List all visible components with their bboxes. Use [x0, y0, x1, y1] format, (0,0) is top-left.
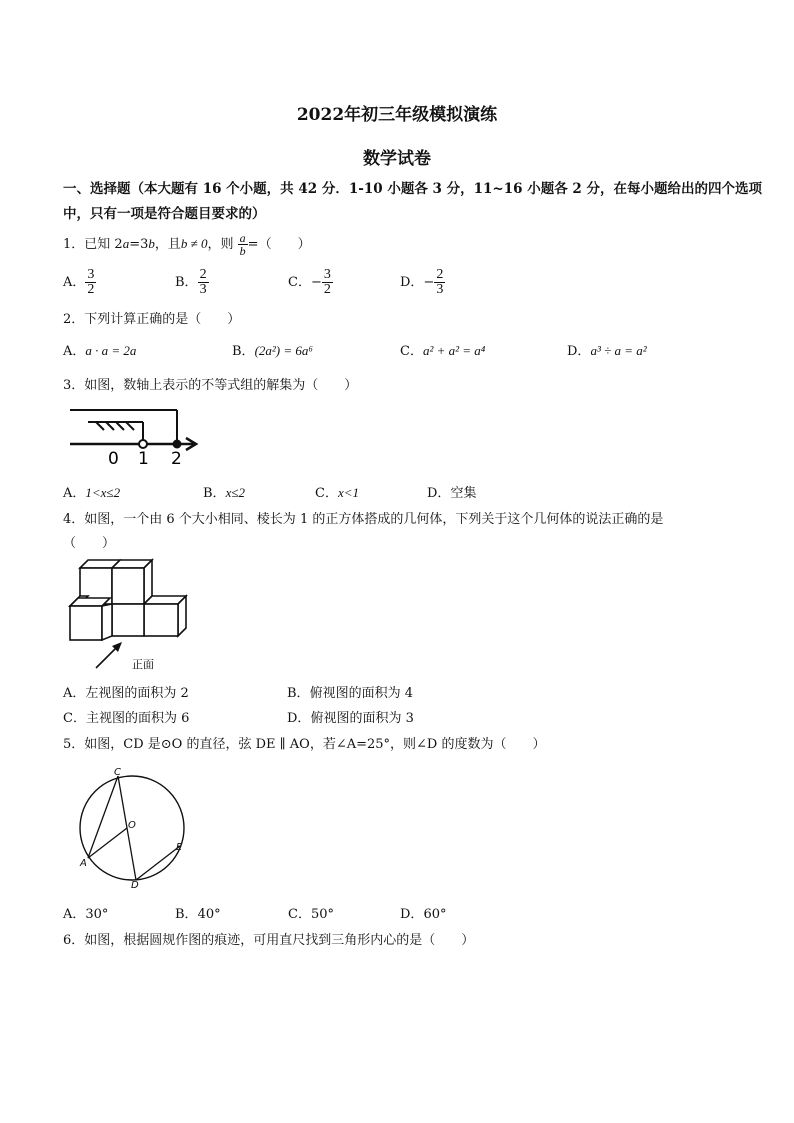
point-label-e: E [176, 842, 183, 853]
q5-option-d[interactable]: D．60° [400, 907, 447, 922]
question-4-paren: （ ） [63, 536, 116, 551]
q1-option-b[interactable]: B． $\frac{2}{3}$ [175, 267, 207, 297]
question-5-stem: 5．如图，CD 是⊙O 的直径，弦 DE ∥ AO，若∠A=25°，则∠D 的度数为（ ） [63, 737, 546, 752]
q2-option-d[interactable]: D．a³ ÷ a = a² [567, 343, 647, 359]
q1-var-b: b [148, 236, 155, 251]
number-line-figure [66, 404, 206, 468]
point-label-d: D [131, 880, 139, 890]
q1-mid: ，且 [154, 237, 181, 252]
q3-option-d[interactable]: D．空集 [427, 486, 477, 501]
point-label-o: O [128, 820, 136, 831]
q2-option-c[interactable]: C．a² + a² = a⁴ [400, 343, 486, 359]
q1-condition: b ≠ 0 [180, 236, 208, 251]
q4-option-c[interactable]: C．主视图的面积为 6 [63, 711, 190, 726]
q1-prefix: 1．已知 2 [63, 237, 123, 252]
open-point [139, 440, 147, 448]
page-title: 2022年初三年级模拟演练 [296, 105, 498, 125]
point-label-c: C [114, 767, 121, 778]
q1-tail: =（ ） [247, 237, 311, 252]
q5-option-b[interactable]: B．40° [175, 907, 221, 922]
axis-label-0: 0 [108, 449, 119, 468]
question-6-stem: 6．如图，根据圆规作图的痕迹，可用直尺找到三角形内心的是（ ） [63, 933, 475, 948]
axis-label-2: 2 [171, 449, 182, 468]
q1-option-d[interactable]: D．− $\frac{2}{3}$ [400, 267, 444, 297]
point-label-a: A [80, 858, 87, 869]
section-heading-line2: 中，只有一项是符合题目要求的） [63, 206, 266, 222]
q1-var-a: a [122, 236, 130, 251]
q1-option-a[interactable]: A． $\frac{3}{2}$ [63, 267, 95, 297]
q5-option-a[interactable]: A．30° [63, 907, 109, 922]
q3-option-a[interactable]: A．1<x≤2 [63, 485, 121, 501]
q5-option-c[interactable]: C．50° [288, 907, 334, 922]
q3-option-c[interactable]: C．x<1 [315, 485, 359, 501]
q2-option-a[interactable]: A．a · a = 2a [63, 343, 137, 359]
q1-option-c[interactable]: C．− $\frac{3}{2}$ [288, 267, 331, 297]
section-heading-line1: 一、选择题（本大题有 16 个小题，共 42 分．1-10 小题各 3 分，11~16 小题各 2 分，在每小题给出的四个选项 [63, 181, 763, 197]
question-4-stem: 4．如图，一个由 6 个大小相同、棱长为 1 的正方体搭成的几何体，下列关于这个几何体的说法正确的是 [63, 512, 664, 527]
q4-option-d[interactable]: D．俯视图的面积为 3 [287, 711, 414, 726]
question-1-stem [63, 232, 311, 257]
circle-figure [70, 766, 190, 890]
q4-option-b[interactable]: B．俯视图的面积为 4 [287, 686, 413, 701]
q4-option-a[interactable]: A．左视图的面积为 2 [63, 686, 189, 701]
q1-fraction: $\frac{a}{b}$ [239, 231, 246, 258]
q1-eq: =3 [129, 237, 149, 252]
question-2-stem: 2．下列计算正确的是（ ） [63, 312, 241, 327]
page-subtitle: 数学试卷 [363, 149, 431, 169]
question-3-stem: 3．如图，数轴上表示的不等式组的解集为（ ） [63, 378, 358, 393]
q1-then: ，则 [207, 237, 234, 252]
q3-option-b[interactable]: B．x≤2 [203, 485, 245, 501]
front-label: 正面 [132, 658, 154, 671]
cubes-figure [66, 558, 190, 674]
axis-label-1: 1 [138, 449, 149, 468]
closed-point [173, 440, 182, 449]
q2-option-b[interactable]: B．(2a²) = 6a⁶ [232, 343, 313, 359]
